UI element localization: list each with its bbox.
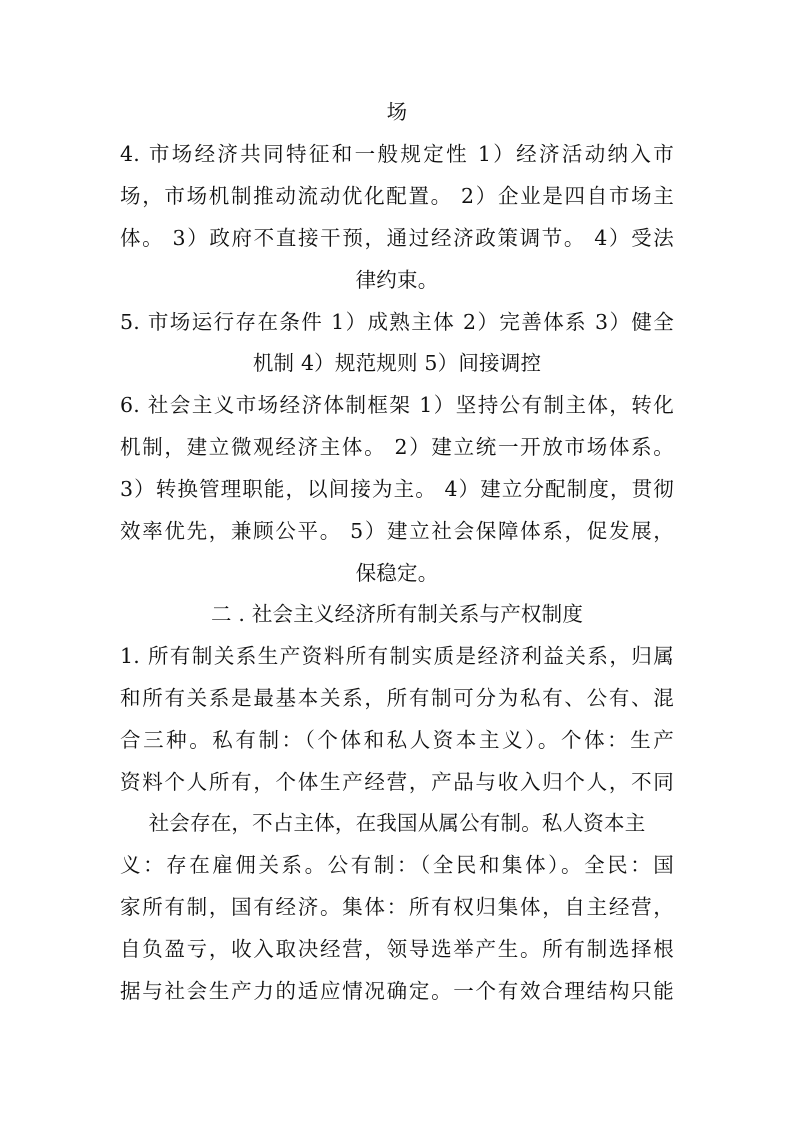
text-line-1: 场 xyxy=(386,100,408,124)
text-line-5: 律约束。 xyxy=(355,268,439,292)
text-line-22: 据与社会生产力的适应情况确定。一个有效合理结构只能 xyxy=(120,979,674,1003)
text-line-12: 保稳定。 xyxy=(355,561,439,585)
text-line-9: 机制，建立微观经济主体。 2）建立统一开放市场体系。 xyxy=(120,435,674,459)
text-line-21: 自负盈亏，收入取决经营，领导选举产生。所有制选择根 xyxy=(120,937,674,961)
text-line-3: 场，市场机制推动流动优化配置。 2）企业是四自市场主 xyxy=(120,184,674,208)
text-line-8: 6. 社会主义市场经济体制框架 1）坚持公有制主体，转化 xyxy=(120,393,674,417)
text-line-17: 资料个人所有，个体生产经营，产品与收入归个人，不同 xyxy=(120,770,674,794)
text-line-4: 体。 3）政府不直接干预，通过经济政策调节。 4）受法 xyxy=(120,226,674,250)
text-line-6: 5. 市场运行存在条件 1）成熟主体 2）完善体系 3）健全 xyxy=(120,310,674,334)
text-line-10: 3）转换管理职能，以间接为主。 4）建立分配制度，贯彻 xyxy=(120,477,674,501)
text-line-18: 社会存在，不占主体，在我国从属公有制。私人资本主 xyxy=(148,811,646,835)
text-line-11: 效率优先，兼顾公平。 5）建立社会保障体系，促发展， xyxy=(120,519,674,543)
text-line-16: 合三种。私有制：（个体和私人资本主义）。个体：生产 xyxy=(120,728,674,752)
text-line-14: 1. 所有制关系生产资料所有制实质是经济利益关系，归属 xyxy=(120,644,674,668)
section-heading: 二 . 社会主义经济所有制关系与产权制度 xyxy=(210,602,584,626)
text-line-19: 义：存在雇佣关系。公有制：（全民和集体）。全民：国 xyxy=(120,853,674,877)
text-line-7: 机制 4）规范规则 5）间接调控 xyxy=(252,351,542,375)
text-line-20: 家所有制，国有经济。集体：所有权归集体，自主经营， xyxy=(120,895,674,919)
text-line-2: 4. 市场经济共同特征和一般规定性 1）经济活动纳入市 xyxy=(120,142,674,166)
text-line-15: 和所有关系是最基本关系，所有制可分为私有、公有、混 xyxy=(120,686,674,710)
